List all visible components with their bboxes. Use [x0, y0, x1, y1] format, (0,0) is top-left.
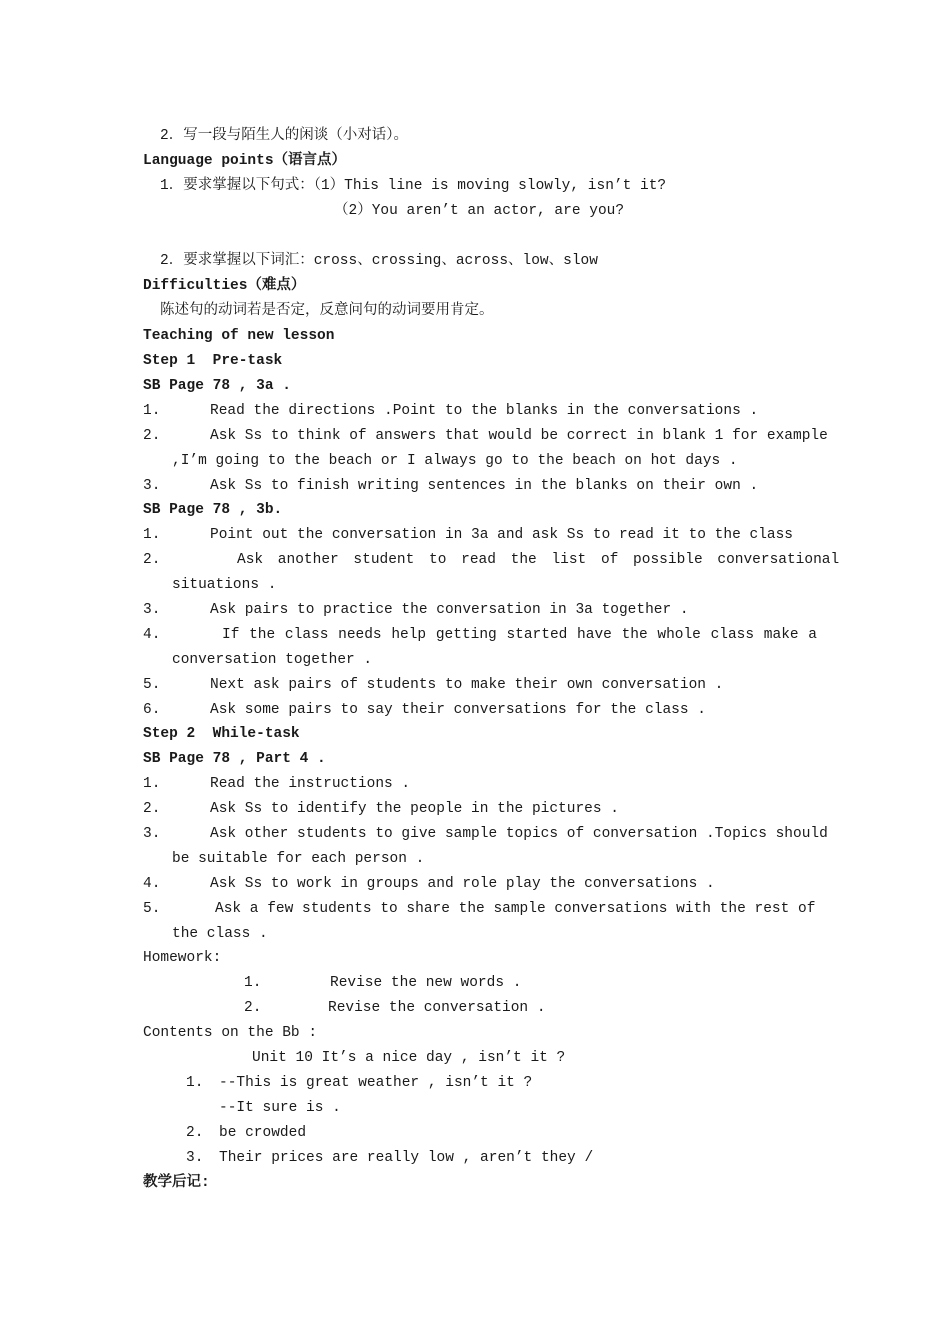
list-item-number: 2.: [143, 801, 161, 817]
teaching-heading: Teaching of new lesson: [143, 328, 335, 344]
list-item: Read the directions .Point to the blanks in the conversations .: [210, 403, 759, 419]
list-item-continuation: the class .: [172, 926, 268, 942]
difficulties-heading: Difficulties（难点）: [143, 278, 306, 294]
list-item-number: 5.: [143, 677, 161, 693]
list-item-number: 1.: [143, 776, 161, 792]
list-item: Ask Ss to think of answers that would be correct in blank 1 for example: [210, 428, 828, 444]
list-item-number: 2.: [143, 428, 161, 444]
language-point-1-line-2: （2）You aren’t an actor, are you?: [334, 203, 625, 219]
list-item: Ask other students to give sample topics of conversation .Topics should: [210, 826, 828, 842]
step-2-heading: Step 2 While-task: [143, 726, 300, 742]
contents-label: Contents on the Bb :: [143, 1025, 318, 1041]
list-item: Read the instructions .: [210, 776, 411, 792]
list-item-number: 4.: [143, 876, 161, 892]
sb-3a-heading: SB Page 78 , 3a .: [143, 378, 291, 394]
list-item-number: 1.: [143, 403, 161, 419]
afterword-heading: 教学后记:: [143, 1175, 210, 1191]
list-item: Ask Ss to finish writing sentences in the blanks on their own .: [210, 478, 759, 494]
list-item: Next ask pairs of students to make their own conversation .: [210, 677, 724, 693]
list-item-number: 6.: [143, 702, 161, 718]
board-title: Unit 10 It’s a nice day , isn’t it ?: [252, 1050, 566, 1066]
list-item-continuation: ,I’m going to the beach or I always go to the beach on hot days .: [172, 453, 738, 469]
language-point-1-line-1: 1．要求掌握以下句式：（1）This line is moving slowly, isn’t it?: [160, 178, 667, 194]
board-item: --This is great weather , isn’t it ?: [219, 1075, 533, 1091]
objectives-item-2: 2．写一段与陌生人的闲谈（小对话）。: [160, 128, 408, 144]
language-points-heading: Language points（语言点）: [143, 153, 347, 169]
step-1-heading: Step 1 Pre-task: [143, 353, 283, 369]
homework-item: Revise the conversation .: [328, 1000, 546, 1016]
list-item: Point out the conversation in 3a and ask Ss to read it to the class: [210, 527, 793, 543]
list-item: Ask pairs to practice the conversation in 3a together .: [210, 602, 689, 618]
list-item-number: 3.: [143, 602, 161, 618]
language-point-2: 2．要求掌握以下词汇：cross、crossing、across、low、slow: [160, 253, 598, 269]
list-item-number: 2.: [143, 552, 161, 568]
difficulties-text: 陈述句的动词若是否定，反意问句的动词要用肯定。: [160, 303, 494, 319]
board-item-number: 2.: [186, 1125, 204, 1141]
list-item-continuation: be suitable for each person .: [172, 851, 425, 867]
list-item: Ask a few students to share the sample conversations with the rest of: [215, 901, 816, 917]
list-item-continuation: conversation together .: [172, 652, 373, 668]
list-item: Ask some pairs to say their conversations for the class .: [210, 702, 706, 718]
list-item: Ask another student to read the list of possible conversational: [237, 552, 840, 568]
homework-item-number: 1.: [244, 975, 262, 991]
list-item-number: 3.: [143, 478, 161, 494]
list-item-number: 4.: [143, 627, 161, 643]
list-item: Ask Ss to work in groups and role play the conversations .: [210, 876, 715, 892]
homework-item-number: 2.: [244, 1000, 262, 1016]
board-item: be crowded: [219, 1125, 307, 1141]
list-item: Ask Ss to identify the people in the pictures .: [210, 801, 619, 817]
list-item-number: 3.: [143, 826, 161, 842]
board-item-continuation: --It sure is .: [219, 1100, 341, 1116]
homework-item: Revise the new words .: [330, 975, 522, 991]
list-item-number: 1.: [143, 527, 161, 543]
list-item: If the class needs help getting started have the whole class make a: [222, 627, 817, 643]
sb-3b-heading: SB Page 78 , 3b.: [143, 502, 283, 518]
sb-part4-heading: SB Page 78 , Part 4 .: [143, 751, 326, 767]
list-item-continuation: situations .: [172, 577, 277, 593]
list-item-number: 5.: [143, 901, 161, 917]
board-item-number: 3.: [186, 1150, 204, 1166]
board-item-number: 1.: [186, 1075, 204, 1091]
board-item: Their prices are really low , aren’t they /: [219, 1150, 594, 1166]
homework-label: Homework:: [143, 950, 222, 966]
